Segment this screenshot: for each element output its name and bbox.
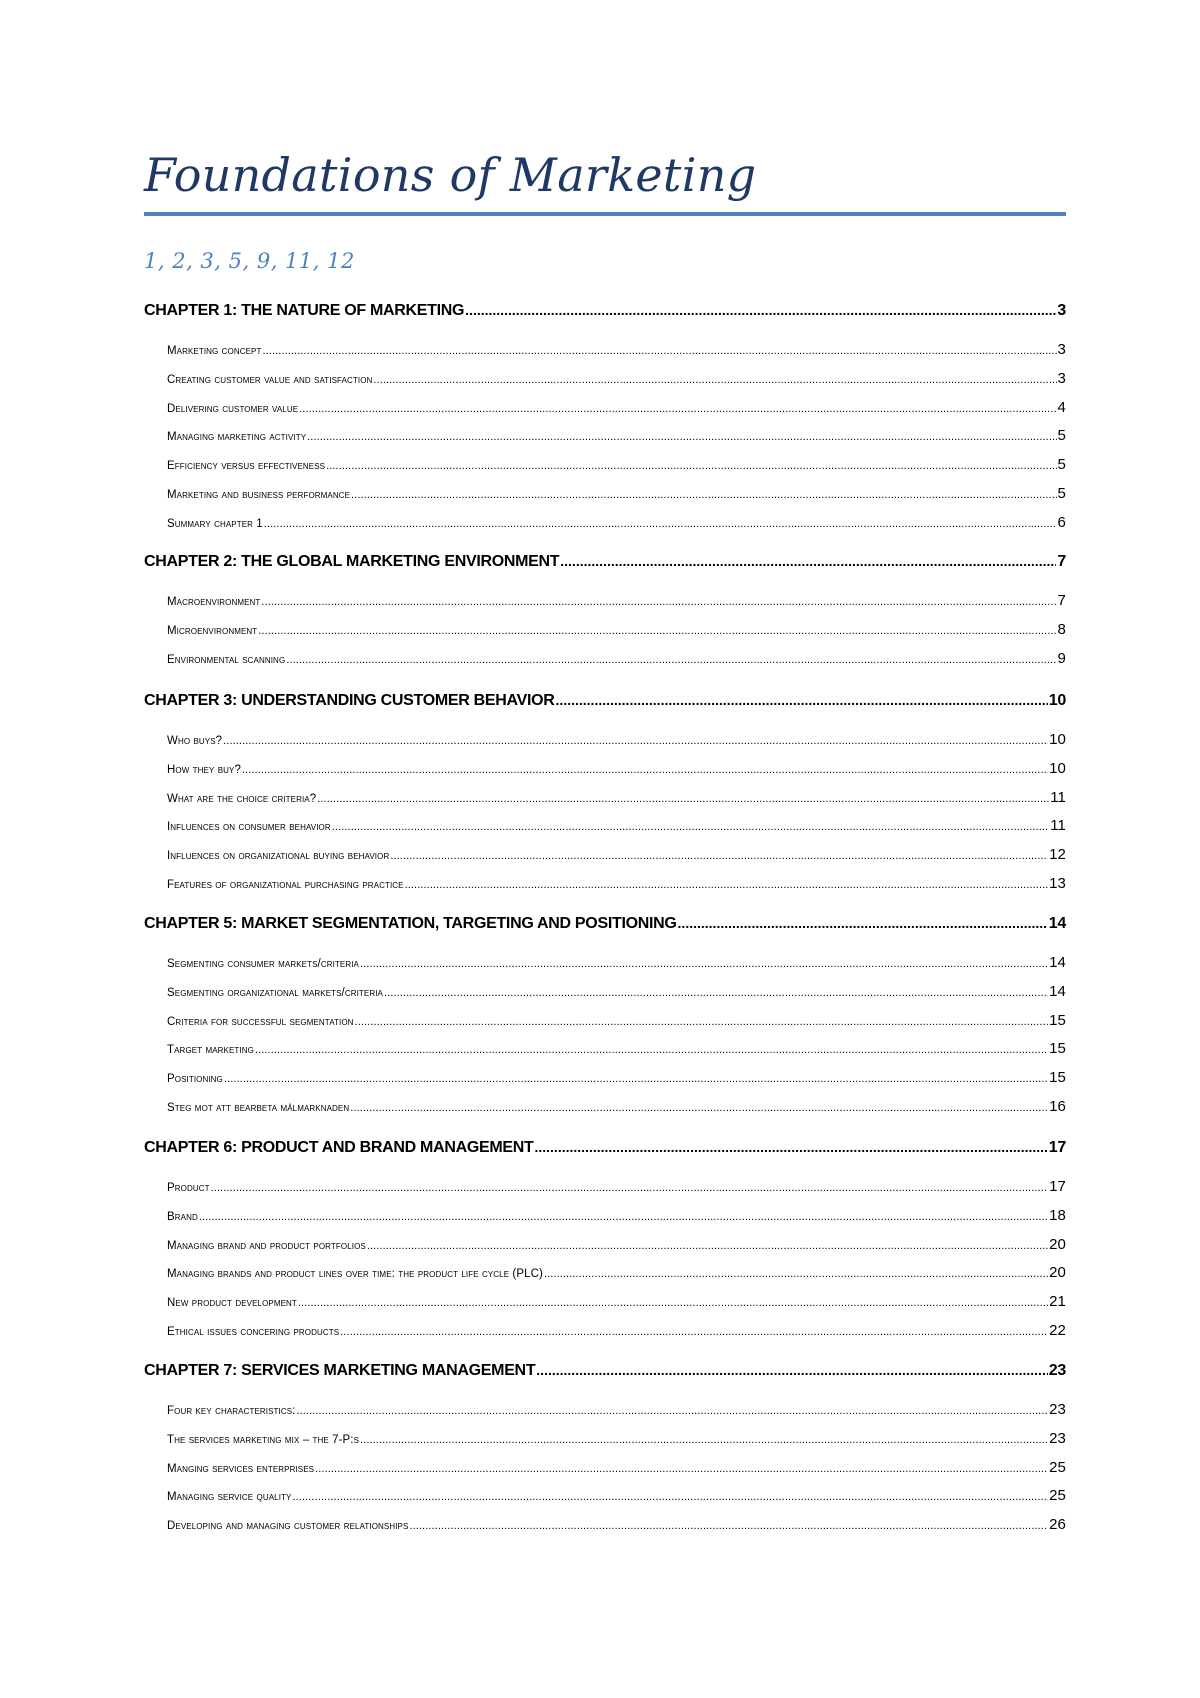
toc-section-entry[interactable] <box>167 591 1066 613</box>
toc-page-number: 14 <box>1049 982 1066 1000</box>
toc-section-entry[interactable] <box>167 982 1066 1004</box>
toc-leader-dots <box>223 731 1048 751</box>
toc-leader-dots <box>211 1178 1049 1198</box>
toc-page-number: 11 <box>1050 788 1066 806</box>
toc-leader-dots <box>465 300 1056 320</box>
toc-leader-dots <box>560 551 1056 571</box>
toc-page-number: 3 <box>1057 341 1066 358</box>
toc-leader-dots <box>678 913 1048 933</box>
toc-section-entry[interactable] <box>167 1400 1066 1422</box>
toc-leader-dots <box>373 370 1056 390</box>
toc-page-number: 20 <box>1049 1235 1066 1253</box>
toc-section-entry[interactable] <box>167 1486 1066 1508</box>
toc-page-number: 9 <box>1057 649 1066 667</box>
document-title: Foundations of Marketing <box>144 148 757 202</box>
toc-leader-dots <box>317 789 1049 809</box>
toc-page-number: 7 <box>1057 592 1066 609</box>
toc-section-label: Marketing and business performance <box>167 489 351 501</box>
toc-page-number: 15 <box>1049 1040 1066 1058</box>
toc-chapter-label: CHAPTER 3: UNDERSTANDING CUSTOMER BEHAVIOR <box>144 692 555 709</box>
toc-section-label: What are the choice criteria? <box>167 792 317 805</box>
toc-section-label: Target marketing <box>167 1044 254 1057</box>
toc-page-number: 3 <box>1057 369 1066 387</box>
toc-section-entry[interactable] <box>167 953 1066 975</box>
toc-section-entry[interactable] <box>167 513 1066 535</box>
toc-leader-dots <box>367 1236 1048 1256</box>
toc-leader-dots <box>360 1430 1048 1450</box>
toc-leader-dots <box>384 983 1048 1003</box>
toc-chapter-entry[interactable] <box>144 551 1066 573</box>
toc-section-label: Steg mot att bearbeta målmarknaden <box>167 1102 350 1114</box>
toc-section-label: New product development <box>167 1297 297 1310</box>
toc-section-entry[interactable] <box>167 426 1066 448</box>
toc-leader-dots <box>292 1487 1048 1507</box>
toc-chapter-entry[interactable] <box>144 690 1066 712</box>
toc-section-label: Environmental scanning <box>167 653 286 666</box>
toc-section-label: Manging services enterprises <box>167 1462 315 1475</box>
toc-leader-dots <box>307 427 1056 447</box>
toc-page-number: 18 <box>1049 1206 1066 1224</box>
toc-section-label: Managing marketing activity <box>167 431 307 444</box>
toc-section-entry[interactable] <box>167 1177 1066 1199</box>
toc-section-entry[interactable] <box>167 845 1066 867</box>
toc-leader-dots <box>242 760 1048 780</box>
toc-leader-dots <box>199 1207 1048 1227</box>
toc-section-entry[interactable] <box>167 649 1066 671</box>
toc-section-label: Marketing concept <box>167 345 262 357</box>
chapters-list: 1, 2, 3, 5, 9, 11, 12 <box>144 249 355 273</box>
toc-leader-dots <box>315 1459 1048 1479</box>
toc-leader-dots <box>360 954 1048 974</box>
toc-page-number: 5 <box>1057 485 1066 502</box>
toc-chapter-label: CHAPTER 5: MARKET SEGMENTATION, TARGETING AND POSITIONING <box>144 915 677 932</box>
toc-leader-dots <box>296 1401 1048 1421</box>
toc-leader-dots <box>544 1264 1048 1284</box>
toc-leader-dots <box>326 456 1056 476</box>
toc-section-entry[interactable] <box>167 1206 1066 1228</box>
toc-leader-dots <box>299 399 1056 419</box>
toc-page-number: 8 <box>1057 620 1066 638</box>
toc-leader-dots <box>350 1098 1048 1118</box>
toc-section-label: Segmenting consumer markets/criteria <box>167 958 359 970</box>
toc-page-number: 14 <box>1048 915 1066 932</box>
toc-leader-dots <box>355 1012 1049 1032</box>
toc-section-entry[interactable] <box>167 620 1066 642</box>
title-underline <box>144 212 1066 216</box>
toc-section-entry[interactable] <box>167 1458 1066 1480</box>
toc-section-entry[interactable] <box>167 398 1066 420</box>
toc-leader-dots <box>534 1137 1047 1157</box>
toc-section-label: Managing service quality <box>167 1491 292 1504</box>
toc-section-entry[interactable] <box>167 484 1066 506</box>
toc-leader-dots <box>332 817 1049 837</box>
toc-section-label: Four key characteristics: <box>167 1405 296 1417</box>
toc-section-label: Developing and managing customer relationships <box>167 1520 409 1533</box>
toc-section-label: Delivering customer value <box>167 402 299 415</box>
toc-chapter-entry[interactable] <box>144 913 1066 935</box>
toc-section-entry[interactable] <box>167 730 1066 752</box>
toc-page-number: 22 <box>1049 1322 1066 1339</box>
toc-section-entry[interactable] <box>167 1263 1066 1285</box>
toc-page-number: 3 <box>1057 302 1066 319</box>
toc-leader-dots <box>556 690 1048 710</box>
toc-section-label: Microenvironment <box>167 624 258 637</box>
toc-page-number: 20 <box>1049 1264 1066 1282</box>
toc-section-entry[interactable] <box>167 1097 1066 1119</box>
toc-page-number: 6 <box>1057 513 1066 531</box>
toc-section-label: Creating customer value and satisfaction <box>167 373 373 386</box>
toc-section-label: Features of organizational purchasing practice <box>167 879 404 891</box>
toc-section-label: How they buy? <box>167 763 241 776</box>
toc-page-number: 17 <box>1048 1139 1066 1156</box>
toc-chapter-label: CHAPTER 2: THE GLOBAL MARKETING ENVIRONMENT <box>144 553 560 570</box>
toc-page-number: 15 <box>1049 1011 1066 1029</box>
toc-section-label: The services marketing mix – the 7-P:s <box>167 1433 360 1446</box>
toc-section-label: Positioning <box>167 1073 223 1086</box>
toc-page-number: 26 <box>1049 1516 1066 1534</box>
toc-section-entry[interactable] <box>167 1068 1066 1090</box>
toc-section-entry[interactable] <box>167 369 1066 391</box>
toc-section-entry[interactable] <box>167 1429 1066 1451</box>
toc-section-entry[interactable] <box>167 1321 1066 1343</box>
toc-chapter-label: CHAPTER 7: SERVICES MARKETING MANAGEMENT <box>144 1362 536 1379</box>
toc-section-label: Influences on organizational buying behavior <box>167 850 390 863</box>
toc-chapter-label: CHAPTER 6: PRODUCT AND BRAND MANAGEMENT <box>144 1139 534 1156</box>
toc-page-number: 12 <box>1049 846 1066 864</box>
toc-page-number: 25 <box>1049 1458 1066 1476</box>
toc-page-number: 16 <box>1049 1098 1066 1115</box>
toc-chapter-entry[interactable] <box>144 300 1066 322</box>
toc-page-number: 10 <box>1049 731 1066 748</box>
toc-chapter-entry[interactable] <box>144 1137 1066 1159</box>
toc-section-label: Managing brands and product lines over time: the product life cycle (PLC) <box>167 1268 543 1281</box>
toc-page-number: 5 <box>1057 427 1066 445</box>
toc-leader-dots <box>286 650 1056 670</box>
toc-section-entry[interactable] <box>167 1292 1066 1314</box>
toc-section-entry[interactable] <box>167 816 1066 838</box>
toc-section-label: Influences on consumer behavior <box>167 821 331 834</box>
toc-section-label: Managing brand and product portfolios <box>167 1239 366 1252</box>
toc-page-number: 4 <box>1057 398 1066 416</box>
toc-page-number: 10 <box>1048 692 1066 709</box>
toc-section-entry[interactable] <box>167 759 1066 781</box>
toc-page-number: 10 <box>1049 759 1066 777</box>
toc-page-number: 25 <box>1049 1487 1066 1505</box>
toc-section-entry[interactable] <box>167 340 1066 362</box>
toc-section-label: Product <box>167 1182 210 1194</box>
toc-leader-dots <box>255 1040 1048 1060</box>
toc-section-label: Segmenting organizational markets/criteria <box>167 986 383 999</box>
toc-section-entry[interactable] <box>167 1235 1066 1257</box>
toc-leader-dots <box>536 1360 1048 1380</box>
toc-section-entry[interactable] <box>167 874 1066 896</box>
toc-page-number: 11 <box>1050 817 1066 835</box>
toc-page-number: 15 <box>1049 1069 1066 1087</box>
toc-section-label: Summary chapter 1 <box>167 517 263 530</box>
toc-section-label: Who buys? <box>167 735 223 747</box>
toc-section-entry[interactable] <box>167 455 1066 477</box>
toc-page-number: 21 <box>1049 1293 1066 1311</box>
toc-leader-dots <box>258 621 1056 641</box>
toc-section-entry[interactable] <box>167 1039 1066 1061</box>
toc-page-number: 23 <box>1048 1362 1066 1379</box>
toc-page-number: 17 <box>1049 1178 1066 1195</box>
toc-leader-dots <box>405 875 1049 895</box>
toc-page-number: 23 <box>1049 1429 1066 1447</box>
toc-section-entry[interactable] <box>167 1011 1066 1033</box>
toc-section-label: Ethical issues concering products <box>167 1326 340 1338</box>
toc-section-entry[interactable] <box>167 1515 1066 1537</box>
toc-section-entry[interactable] <box>167 788 1066 810</box>
toc-page-number: 14 <box>1049 954 1066 971</box>
toc-page-number: 7 <box>1057 553 1066 570</box>
toc-page-number: 23 <box>1049 1401 1066 1418</box>
toc-section-label: Efficiency versus effectiveness <box>167 460 326 473</box>
toc-chapter-entry[interactable] <box>144 1360 1066 1382</box>
toc-page-number: 13 <box>1049 875 1066 892</box>
toc-leader-dots <box>351 485 1057 505</box>
toc-page-number: 5 <box>1057 456 1066 474</box>
toc-section-label: Brand <box>167 1210 198 1223</box>
toc-leader-dots <box>264 514 1057 534</box>
toc-section-label: Criteria for successful segmentation <box>167 1015 354 1028</box>
toc-leader-dots <box>340 1322 1048 1342</box>
toc-leader-dots <box>262 341 1056 361</box>
toc-leader-dots <box>261 592 1056 612</box>
toc-leader-dots <box>298 1293 1048 1313</box>
toc-section-label: Macroenvironment <box>167 596 261 608</box>
toc-chapter-label: CHAPTER 1: THE NATURE OF MARKETING <box>144 302 465 319</box>
toc-leader-dots <box>409 1516 1048 1536</box>
toc-leader-dots <box>390 846 1048 866</box>
toc-leader-dots <box>224 1069 1048 1089</box>
